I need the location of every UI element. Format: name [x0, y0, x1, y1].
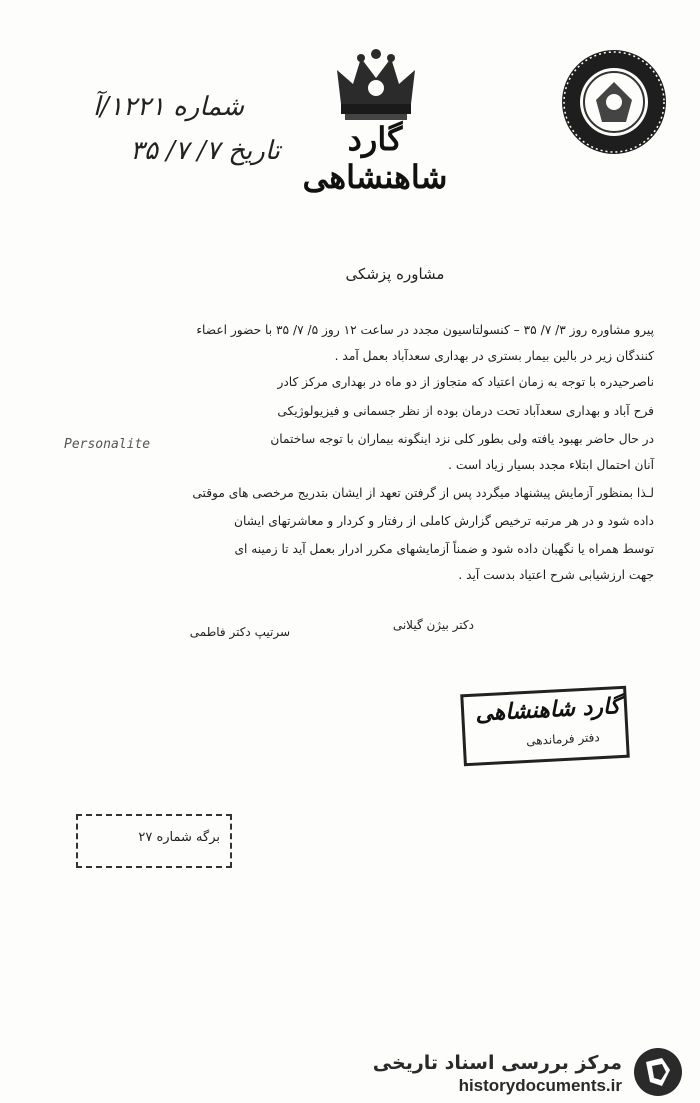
body-line: لـذا بمنظور آزمایش پیشنهاد میگردد پس از گرفتن تعهد از ایشان بتدریج مرخصی های موقتی: [192, 486, 654, 500]
imperial-seal-icon: [560, 48, 668, 156]
letter-number: شماره ۱۲۲۱/آ: [92, 92, 244, 122]
body-line: پیرو مشاوره روز ۳/ ۷/ ۳۵ – کنسولتاسیون مجدد در ساعت ۱۲ روز ۵/ ۷/ ۳۵ با حضور اعضاء: [196, 323, 654, 337]
reference-box: [76, 814, 232, 868]
reference-number: برگه شماره ۲۷: [138, 830, 220, 845]
letter-subject: مشاوره پزشکی: [345, 265, 445, 283]
body-line: داده شود و در هر مرتبه ترخیص گزارش کاملی از رفتار و کردار و معاشرتهای ایشان: [234, 514, 654, 528]
crown-emblem-icon: [333, 48, 419, 122]
body-line: توسط همراه یا نگهبان داده شود و ضمناً آزمایشهای مکرر ادرار بعمل آید تا زمینه ای: [234, 542, 654, 556]
body-line: کنندگان زیر در بالین بیمار بستری در بهداری سعدآباد بعمل آمد .: [334, 349, 654, 363]
body-line: در حال حاضر بهبود یافته ولی بطور کلی نزد اینگونه بیماران با توجه ساختمان: [270, 432, 654, 446]
watermark-title: مرکز بررسی اسناد تاریخی: [372, 1052, 622, 1074]
body-line: جهت ارزشیابی شرح اعتیاد بدست آید .: [458, 568, 654, 582]
stamp-title: گارد شاهنشاهی: [474, 693, 621, 727]
stamp-subtitle: دفتر فرماندهی: [525, 730, 601, 748]
letterhead-title: گارد شاهنشاهی: [302, 120, 448, 196]
margin-note: Personalite: [64, 437, 151, 452]
office-stamp: [460, 686, 630, 767]
body-line: آنان احتمال ابتلاء مجدد بسیار زیاد است .: [448, 458, 654, 472]
body-line: فرح آباد و بهداری سعدآباد تحت درمان بوده از نظر جسمانی و فیزیولوژیکی: [277, 404, 654, 418]
body-line: ناصرحیدره با توجه به زمان اعتیاد که متجاوز از دو ماه در بهداری مرکز کادر: [277, 375, 654, 389]
letter-date: تاریخ ۷/ ۷/ ۳۵: [130, 136, 280, 166]
signature-left: سرتیپ دکتر فاطمی: [189, 625, 290, 639]
watermark-url: historydocuments.ir: [458, 1076, 622, 1095]
archive-logo-icon: [632, 1046, 684, 1098]
signature-right: دکتر بیژن گیلانی: [392, 618, 474, 632]
